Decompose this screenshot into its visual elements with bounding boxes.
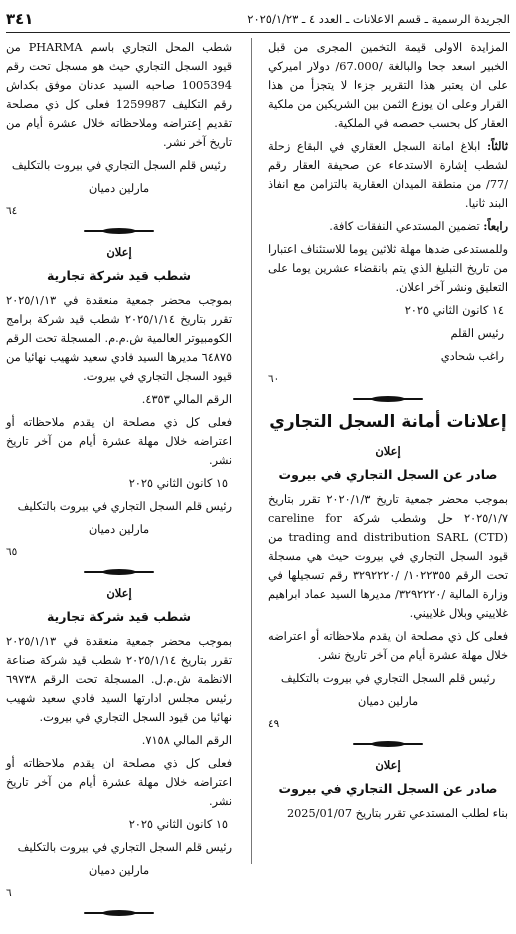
notice-reference-number: ٤٩ (268, 718, 280, 730)
intro-paragraph: المزايدة الاولى قيمة التخمين المجرى من قبل الخبير اسعد جحا والبالغة /67.000/ دولار اميركي على ان يعتبر هذا التقرير جزءا لا يتجزأ من هذا القرار وعلى ان يوزع الثمن بين الشريكين من ملكية العقار كل بحسب حصصه في الملكية. (268, 41, 508, 130)
notice-body: بموجب محضر جمعية تاريخ ٢٠٢٠/١/٣ تقرر بتاريخ ٢٠٢٥/١/٧ حل وشطب شركة careline for trading and distribution SARL (CTD) من قيود السجل التجاري في بيروت حيث هي مسجلة تحت الرقم ١٠٢٢٣٥٥/ /٣٢٩٢٢٢٠ رقم تسجيلها في وزارة المالية /٣٢٩٢٢٢٠/ مديرها السيد عماد ابراهيم غلاييني وبلال غلاييني. (268, 493, 508, 620)
notice-body: بناء لطلب المستدعي تقرر بتاريخ 2025/01/07 (286, 807, 508, 820)
appeal-paragraph: وللمستدعى ضدها مهلة ثلاثين يوما للاستئناف اعتبارا من تاريخ التبليغ الذي يتم بانقضاء عشرين يوما على التعليق ونشر آخر اعلان. (268, 243, 508, 294)
item-third-text: ابلاغ امانة السجل العقاري في البقاع زحلة لشطب إشارة الاستدعاء عن صحيفة العقار رقم /77/ من منطقة الميدان العقارية بالتزامن مع انفاذ البند ثانيا. (268, 140, 508, 210)
item-fourth-label: رابعاً: (483, 219, 508, 233)
ornament-divider (84, 225, 154, 237)
reference-number: ٦٤ (6, 205, 18, 217)
notice-reference-number: ٦ (6, 887, 12, 899)
right-column (268, 38, 508, 827)
signer-name: راغب شحادي (440, 350, 504, 363)
notice-date: ١٥ كانون الثاني ٢٠٢٥ (128, 477, 228, 490)
ornament-divider (84, 566, 154, 578)
notice-body: بموجب محضر جمعية منعقدة في ٢٠٢٥/١/١٣ تقرر بتاريخ ٢٠٢٥/١/١٤ شطب قيد شركة صناعة الانظمة ش.م.ل. المسجلة تحت الرقم ٦٩٧٣٨ رئيس مجلس ادارتها السيد فادي سعيد شهيب نهائيا من قيود السجل التجاري في بيروت. (6, 635, 232, 724)
notice-signer-name: مارلين دميان (88, 864, 150, 877)
notice-objection: فعلى كل ذي مصلحة ان يقدم ملاحظاته أو اعتراضه خلال مهلة عشرة أيام من آخر تاريخ نشر. (268, 630, 508, 662)
notice-label: إعلان (375, 444, 401, 458)
reference-number: ٦٠ (268, 373, 280, 385)
notice-label: إعلان (375, 758, 401, 772)
decision-date: ١٤ كانون الثاني ٢٠٢٥ (404, 304, 504, 317)
notice-fiscal-number: الرقم المالي ٤٣٥٣. (141, 393, 232, 406)
item-fourth-text: تضمين المستدعي النفقات كافة. (329, 220, 480, 233)
notice-signer-name: مارلين دميان (357, 695, 419, 708)
notice-label: إعلان (106, 245, 132, 259)
notice-objection: فعلى كل ذي مصلحة ان يقدم ملاحظاته أو اعتراضه خلال مهلة عشرة أيام من آخر تاريخ نشر. (6, 416, 232, 467)
notice-reference-number: ٦٥ (6, 546, 18, 558)
item-fourth (268, 217, 508, 236)
notice-title: صادر عن السجل التجاري في بيروت (278, 781, 498, 796)
item-third-label: ثالثاً: (486, 139, 509, 153)
notice-signer-role: رئيس قلم السجل التجاري في بيروت بالتكليف (280, 672, 496, 685)
notice-title: شطب قيد شركة تجارية (46, 268, 192, 283)
notice-label: إعلان (106, 586, 132, 600)
ornament-divider (353, 738, 423, 750)
ornament-divider (353, 393, 423, 405)
page-number: ٣٤١ (6, 10, 34, 28)
signer-name: مارلين دميان (88, 182, 150, 195)
notice-objection: فعلى كل ذي مصلحة ان يقدم ملاحظاته أو اعتراضه خلال مهلة عشرة أيام من آخر تاريخ نشر. (6, 757, 232, 808)
notice-body: بموجب محضر جمعية منعقدة في ٢٠٢٥/١/١٣ تقرر بتاريخ ٢٠٢٥/١/١٤ شطب قيد شركة برامج الكومبيوتر العالمية ش.م.م. المسجلة تحت الرقم ٦٤٨٧٥ مديرها السيد فادي سعيد شهيب نهائيا من قيود السجل التجاري في بيروت. (6, 294, 232, 383)
notice-title: صادر عن السجل التجاري في بيروت (278, 467, 498, 482)
gazette-title: الجريدة الرسمية ـ قسم الاعلانات ـ العدد ٤ ـ ٢٠٢٥/١/٢٣ (247, 12, 510, 26)
notice-signer-name: مارلين دميان (88, 523, 150, 536)
notice-signer-role: رئيس قلم السجل التجاري في بيروت بالتكليف (17, 841, 232, 854)
page-header (6, 6, 510, 33)
signer-role: رئيس القلم (450, 327, 504, 340)
notice-signer-role: رئيس قلم السجل التجاري في بيروت بالتكليف (17, 500, 232, 513)
intro-paragraph: شطب المحل التجاري باسم PHARMA من قيود السجل التجاري حيث هو مسجل تحت رقم 1005394 صاحبه السيد عدنان موفق بكداش رقم التكليف 1259987 فعلى كل ذي مصلحة تقديم إعتراضه وملاحظاته خلال عشرة أيام من تاريخ آخر نشر. (6, 41, 232, 149)
notice-fiscal-number: الرقم المالي ٧١٥٨. (141, 734, 232, 747)
ornament-divider (84, 907, 154, 919)
left-column (6, 38, 232, 925)
column-divider (251, 38, 252, 864)
notice-date: ١٥ كانون الثاني ٢٠٢٥ (128, 818, 228, 831)
signer-role: رئيس قلم السجل التجاري في بيروت بالتكليف (11, 159, 227, 172)
notice-title: شطب قيد شركة تجارية (46, 609, 192, 624)
item-third (268, 137, 508, 213)
section-title: إعلانات أمانة السجل التجاري (269, 412, 507, 432)
